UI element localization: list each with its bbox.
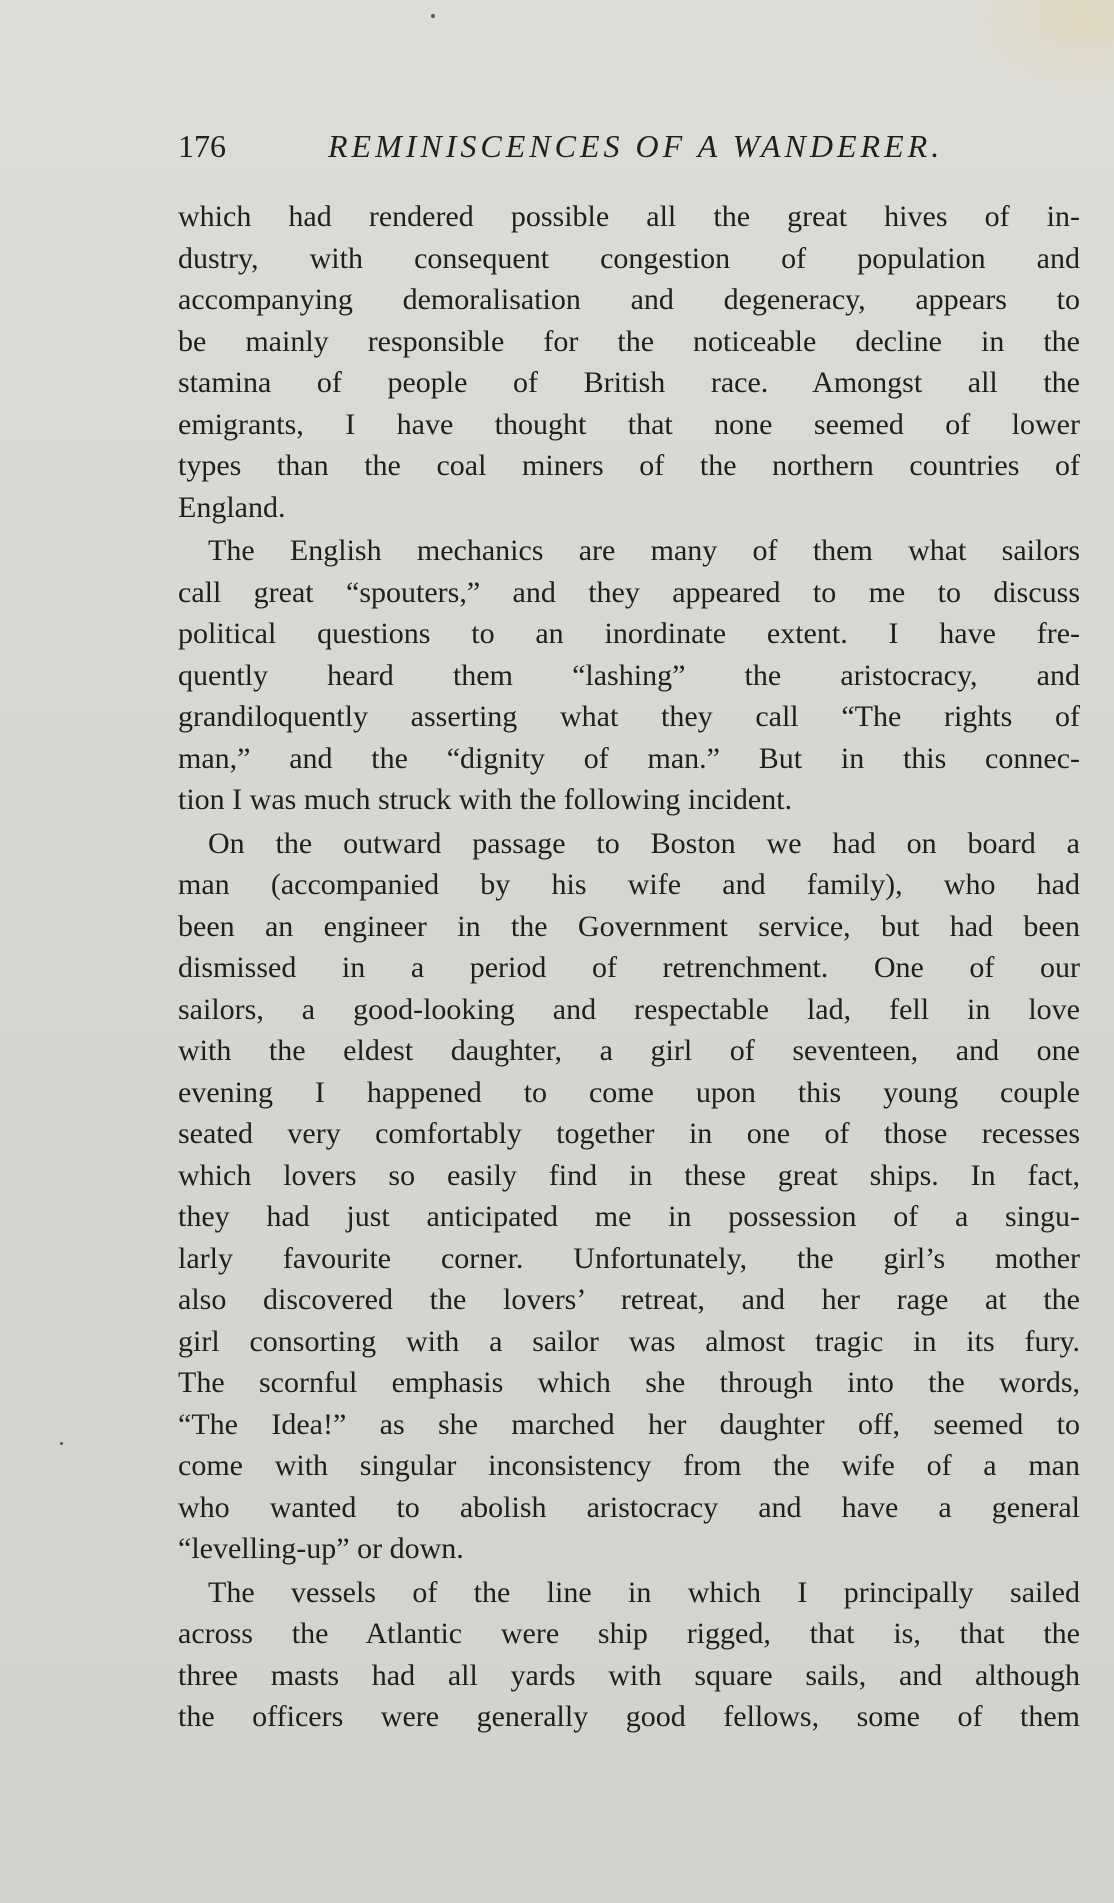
text-line: who wanted to abolish aristocracy and have a general [178, 1490, 1080, 1524]
page-number: 176 [178, 128, 226, 164]
paragraph-start-line: The English mechanics are many of them what sailors [208, 534, 1080, 567]
text-line: also discovered the lovers’ retreat, and her rage at the [178, 1283, 1080, 1316]
text-line: The scornful emphasis which she through into the words, [178, 1366, 1080, 1399]
text-line: sailors, a good-looking and respectable lad, fell in love [178, 992, 1080, 1026]
text-line: the officers were generally good fellows, some of them [178, 1700, 1080, 1733]
text-line: they had just anticipated me in possession of a singu- [178, 1200, 1080, 1233]
text-line: types than the coal miners of the northern countries of [178, 449, 1080, 482]
text-line: girl consorting with a sailor was almost tragic in its fury. [178, 1324, 1080, 1358]
paper-stain [964, 0, 1114, 90]
running-title: REMINISCENCES OF A WANDERER. [328, 128, 944, 164]
text-line: accompanying demoralisation and degeneracy, appears to [178, 283, 1080, 316]
text-line: tion I was much struck with the following incident. [178, 783, 793, 816]
body-text [178, 196, 1080, 1738]
text-line: “The Idea!” as she marched her daughter off, seemed to [178, 1407, 1080, 1441]
text-line: “levelling-up” or down. [178, 1532, 464, 1565]
text-line: across the Atlantic were ship rigged, that is, that the [178, 1617, 1080, 1650]
text-line: grandiloquently asserting what they call “The rights of [178, 700, 1080, 733]
text-line: quently heard them “lashing” the aristocracy, and [178, 658, 1080, 692]
paragraph-start-line: On the outward passage to Boston we had on board a [208, 826, 1080, 860]
text-line: with the eldest daughter, a girl of seventeen, and one [178, 1034, 1080, 1067]
text-line: emigrants, I have thought that none seemed of lower [178, 407, 1080, 441]
text-line: evening I happened to come upon this young couple [178, 1075, 1080, 1109]
paper-speck [431, 14, 435, 18]
text-line: seated very comfortably together in one of those recesses [178, 1117, 1080, 1150]
text-line: man (accompanied by his wife and family), who had [178, 868, 1080, 901]
running-header [178, 124, 1020, 168]
text-line: been an engineer in the Government service, but had been [178, 909, 1080, 943]
text-line: three masts had all yards with square sails, and although [178, 1658, 1080, 1692]
text-line: England. [178, 490, 286, 524]
text-line: be mainly responsible for the noticeable decline in the [178, 324, 1080, 358]
text-line: stamina of people of British race. Amongst all the [178, 366, 1080, 399]
text-line: political questions to an inordinate extent. I have fre- [178, 617, 1080, 650]
paragraph-start-line: The vessels of the line in which I principally sailed [208, 1575, 1080, 1609]
text-line: call great “spouters,” and they appeared to me to discuss [178, 575, 1080, 609]
text-line: dismissed in a period of retrenchment. One of our [178, 951, 1080, 984]
paper-speck [60, 1442, 63, 1445]
text-line: larly favourite corner. Unfortunately, the girl’s mother [178, 1241, 1080, 1275]
text-line: which had rendered possible all the great hives of in- [178, 200, 1080, 233]
text-line: dustry, with consequent congestion of population and [178, 241, 1080, 275]
text-line: man,” and the “dignity of man.” But in this connec- [178, 741, 1080, 775]
text-line: which lovers so easily find in these great ships. In fact, [178, 1158, 1080, 1192]
text-line: come with singular inconsistency from the wife of a man [178, 1449, 1080, 1482]
